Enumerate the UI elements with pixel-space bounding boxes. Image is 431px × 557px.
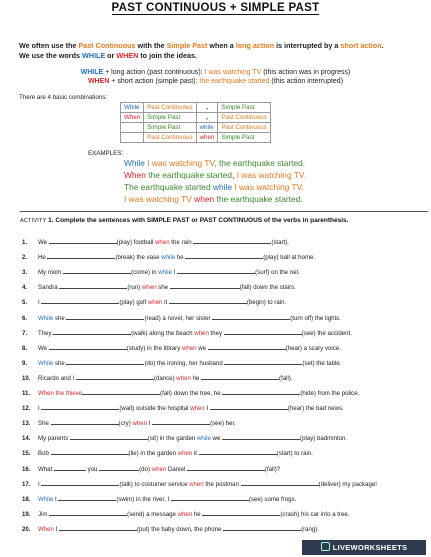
answer-blank[interactable] (54, 464, 86, 471)
sentence-text: (surf) on the net. (255, 269, 300, 277)
sentence-text: I (38, 405, 42, 413)
connector-word: when (176, 374, 191, 382)
sentence-text: (fall) down the tree, he (160, 390, 223, 397)
sentence-text: (come) in (131, 269, 159, 277)
sentence-text: They (38, 329, 54, 337)
sentence-text: Daniel (166, 465, 187, 473)
exercise-number: 17. (22, 480, 31, 488)
exercise-sentence (22, 464, 280, 474)
exercise-sentence (22, 267, 300, 277)
table-cell: , (196, 103, 218, 113)
sentence-text: (put) the baby down, the phone (137, 525, 224, 533)
answer-blank[interactable] (185, 252, 263, 259)
sentence-text: (do) (139, 465, 152, 473)
connector-word: while (158, 269, 173, 277)
sentence-text: We (38, 344, 49, 352)
table-cell: Simple Past (144, 123, 196, 133)
answer-blank[interactable] (51, 418, 119, 425)
sentence-text: I (147, 420, 153, 428)
exercise-number: 14. (22, 435, 31, 443)
answer-blank[interactable] (59, 524, 137, 531)
example-3: The earthquake started while I was watching TV. (124, 182, 304, 192)
answer-blank[interactable] (63, 267, 131, 274)
while-rule: WHILE + long action (past continuous): I was watching TV (this action was in progress) (80, 69, 351, 76)
sentence-text: Bob (38, 450, 51, 458)
sentence-text: We (38, 239, 49, 246)
connector-word: when (151, 465, 167, 473)
sentence-text: (start). (271, 239, 289, 246)
sentence-text: the rain (169, 239, 194, 246)
exercise-sentence (22, 479, 377, 489)
sentence-text: (start) to rain. (276, 450, 313, 458)
sentence-text: (hide) from the police. (300, 390, 360, 397)
table-cell: , (196, 113, 218, 123)
connector-word: While (38, 495, 54, 503)
exercise-number: 8. (22, 344, 28, 352)
sentence-text: (hear) the bad news. (287, 405, 344, 413)
connector-word: when (177, 450, 193, 458)
liveworksheets-logo-icon (321, 542, 330, 551)
answer-blank[interactable] (51, 448, 129, 455)
table-row (121, 123, 271, 133)
exercise-sentence (22, 418, 236, 428)
sentence-text: (play) ball at home. (263, 254, 316, 262)
answer-blank[interactable] (59, 282, 127, 289)
exercise-sentence (22, 282, 296, 292)
sentence-text: (hear) a scary voice. (285, 344, 341, 352)
connector-word: When the thieve (38, 390, 83, 397)
table-cell (121, 123, 144, 133)
sentence-text: (run) (127, 284, 142, 292)
answer-blank[interactable] (199, 448, 277, 455)
sentence-text: (see) the accident. (301, 329, 352, 337)
table-cell: Past Continuous (218, 113, 270, 123)
sentence-text: (turn off) the lights. (290, 314, 341, 322)
sentence-text: he (175, 254, 186, 262)
exercise-number: 10. (22, 374, 31, 382)
example-1: While I was watching TV, the earthquake started. (124, 158, 306, 168)
connector-word: when (181, 344, 197, 352)
sentence-text: I (38, 299, 42, 307)
sentence-text: (do) the ironing, her husband (144, 359, 225, 367)
answer-blank[interactable] (41, 297, 119, 304)
answer-blank[interactable] (171, 494, 249, 501)
answer-blank[interactable] (66, 313, 144, 320)
sentence-text: (crash) his car into a tree. (280, 510, 350, 518)
table-cell: Past Continuous (218, 123, 270, 133)
answer-blank[interactable] (187, 464, 265, 471)
sentence-text: I (53, 525, 60, 533)
sentence-text: (send) a message (127, 510, 178, 518)
exercise-number: 20. (22, 525, 31, 533)
connector-word: when (141, 284, 157, 292)
answer-blank[interactable] (201, 373, 279, 380)
table-cell (121, 133, 144, 143)
sentence-text: I (204, 405, 210, 413)
table-cell: Simple Past (218, 103, 270, 113)
sentence-text: Ricardo and I (38, 374, 76, 382)
sentence-text: (play) golf (119, 299, 148, 307)
answer-blank[interactable] (170, 282, 240, 289)
connector-word: when (132, 420, 147, 428)
page-title: PAST CONTINUOUS + SIMPLE PAST (111, 2, 320, 14)
example-2: When the earthquake started, I was watching TV. (124, 170, 307, 180)
sentence-text: (deliver) my package! (318, 480, 377, 488)
exercise-sentence (22, 297, 286, 307)
sentence-text: it (162, 299, 169, 307)
sentence-text: (talk) to costumer service (119, 480, 190, 488)
answer-blank[interactable] (49, 509, 127, 516)
table-row (121, 103, 271, 113)
connector-word: While (38, 314, 54, 322)
answer-blank[interactable] (177, 267, 255, 274)
table-cell: while (196, 123, 218, 133)
sentence-text: (sit) in the garden (147, 435, 197, 443)
table-cell: Simple Past (218, 133, 270, 143)
exercise-number: 5. (22, 299, 28, 307)
exercise-number: 2. (22, 254, 28, 262)
exercise-number: 12. (22, 405, 31, 413)
connector-word: When (38, 525, 54, 533)
sentence-text: the postman (203, 480, 241, 488)
sentence-text: we (210, 435, 223, 443)
sentence-text: I (38, 480, 42, 488)
exercise-sentence (22, 252, 315, 262)
sentence-text: I (172, 269, 178, 277)
sentence-text: (rang). (301, 525, 320, 533)
sentence-text: (see) some frogs. (248, 495, 297, 503)
exercise-number: 4. (22, 284, 28, 292)
liveworksheets-footer[interactable]: LIVEWORKSHEETS (302, 540, 426, 555)
exercise-number: 7. (22, 329, 28, 337)
table-cell: Past Continuous (144, 133, 196, 143)
connector-word: while (196, 435, 211, 443)
answer-blank[interactable] (49, 343, 127, 350)
sentence-text: he (192, 510, 203, 518)
when-rule: WHEN + short action (simple past): the earthquake started (this action interrupted) (87, 78, 344, 85)
answer-blank[interactable] (169, 297, 247, 304)
exercise-sentence (22, 524, 319, 534)
combinations-table (120, 102, 271, 143)
exercise-sentence (22, 237, 289, 247)
sentence-text: she (156, 284, 170, 292)
exercise-sentence (22, 448, 313, 458)
sentence-text: She (38, 420, 51, 428)
answer-blank[interactable] (66, 358, 144, 365)
answer-blank[interactable] (210, 403, 288, 410)
sentence-text: (fall). (279, 374, 293, 382)
sentence-text: I (53, 495, 59, 503)
table-row (121, 133, 271, 143)
sentence-text: (fall)? (264, 465, 281, 473)
sentence-text: (wait) outside the hospital (119, 405, 191, 413)
sentence-text: (lie) in the garden (128, 450, 178, 458)
connector-word: when (177, 510, 193, 518)
answer-blank[interactable] (82, 388, 160, 395)
table-cell: Past Continuous (144, 103, 196, 113)
answer-blank[interactable] (41, 479, 119, 486)
answer-blank[interactable] (223, 524, 301, 531)
example-4: I was watching TV when the earthquake started. (124, 194, 303, 204)
connector-word: While (38, 359, 54, 367)
sentence-text: (fall) down the stairs. (239, 284, 296, 292)
answer-blank[interactable] (212, 313, 290, 320)
connector-word: when (194, 329, 209, 337)
exercise-sentence (22, 373, 293, 383)
sentence-text: (break) the vase (115, 254, 162, 262)
exercise-number: 15. (22, 450, 31, 458)
answer-blank[interactable] (53, 328, 131, 335)
sentence-text: she (53, 314, 67, 322)
answer-blank[interactable] (41, 403, 119, 410)
answer-blank[interactable] (224, 328, 302, 335)
connector-word: when (190, 405, 205, 413)
table-cell: when (196, 133, 218, 143)
table-cell: Simple Past (144, 113, 196, 123)
sentence-text: you (85, 465, 100, 473)
intro-text: We often use the Past Continuous with the Simple Past when a long action is interrupted by a short action. We use the words WHILE or WHEN to join the ideas. (19, 41, 384, 60)
sentence-text: (play) football (116, 239, 156, 246)
answer-blank[interactable] (222, 388, 300, 395)
examples-label: EXAMPLES: (88, 150, 124, 157)
sentence-text: we (196, 344, 208, 352)
activity-instructions: ACTIVITY 1. Complete the sentences with SIMPLE PAST or PAST CONTINUOUS of the verbs in parenthesis. (20, 217, 349, 224)
answer-blank[interactable] (76, 373, 154, 380)
sentence-text: Sandra (38, 284, 60, 292)
exercise-sentence (22, 328, 352, 338)
sentence-text: (set) the table. (302, 359, 342, 367)
sentence-text: (cry) (118, 420, 133, 428)
sentence-text: (play) badminton. (300, 435, 348, 443)
exercise-number: 1. (22, 239, 28, 246)
exercise-number: 3. (22, 269, 28, 277)
answer-blank[interactable] (70, 433, 148, 440)
exercise-sentence (22, 358, 341, 368)
sentence-text: What (38, 465, 54, 473)
exercise-sentence (22, 343, 341, 353)
exercise-number: 11. (22, 390, 31, 397)
sentence-text: My parents (38, 435, 70, 443)
sentence-text: they (208, 329, 224, 337)
exercise-sentence (22, 403, 344, 413)
exercise-sentence (22, 388, 359, 398)
exercise-number: 19. (22, 510, 31, 518)
sentence-text: (read) a novel, her sister (144, 314, 213, 322)
sentence-text: Jim (38, 510, 50, 518)
answer-blank[interactable] (58, 494, 116, 501)
answer-blank[interactable] (202, 509, 280, 516)
combinations-label: There are 4 basic combinations: (19, 94, 108, 101)
sentence-text: My mom (38, 269, 64, 277)
connector-word: when (155, 239, 170, 246)
exercise-number: 9. (22, 359, 28, 367)
sentence-text: it (192, 450, 199, 458)
divider (20, 211, 428, 212)
answer-blank[interactable] (47, 252, 115, 259)
sentence-text: (swim) in the river, I (116, 495, 171, 503)
connector-word: when (147, 299, 163, 307)
exercise-sentence (22, 509, 349, 519)
connector-word: when (189, 480, 204, 488)
exercise-number: 13. (22, 420, 31, 428)
sentence-text: she (53, 359, 67, 367)
sentence-text: (see) her. (210, 420, 236, 428)
answer-blank[interactable] (99, 464, 139, 471)
sentence-text: he (190, 374, 202, 382)
sentence-text: (walk) along the beach (131, 329, 195, 337)
answer-blank[interactable] (152, 418, 210, 425)
exercise-number: 16. (22, 465, 31, 473)
answer-blank[interactable] (193, 237, 271, 244)
answer-blank[interactable] (49, 237, 117, 244)
exercise-number: 18. (22, 495, 31, 503)
table-cell: While (121, 103, 144, 113)
connector-word: while (161, 254, 176, 262)
answer-blank[interactable] (241, 479, 319, 486)
sentence-text: He (38, 254, 48, 262)
exercise-sentence (22, 494, 296, 504)
answer-blank[interactable] (222, 433, 300, 440)
sentence-text: (dance) (153, 374, 177, 382)
exercise-sentence (22, 313, 341, 323)
sentence-text: (study) in the library (126, 344, 182, 352)
table-cell: When (121, 113, 144, 123)
exercise-sentence (22, 433, 347, 443)
answer-blank[interactable] (224, 358, 302, 365)
sentence-text: (begin) to rain. (246, 299, 287, 307)
table-row (121, 113, 271, 123)
answer-blank[interactable] (208, 343, 286, 350)
exercise-number: 6. (22, 314, 28, 322)
